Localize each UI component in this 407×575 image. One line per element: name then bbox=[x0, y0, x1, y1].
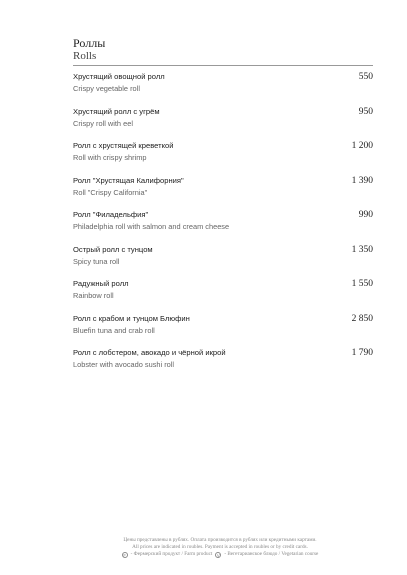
farm-product-label: - Фермерский продукт / Farm product bbox=[130, 551, 213, 558]
item-price: 990 bbox=[358, 210, 373, 220]
item-name-en: Lobster with avocado sushi roll bbox=[73, 360, 175, 369]
item-name-ru: Ролл с крабом и тунцом Блюфин bbox=[73, 313, 190, 323]
item-name-en: Roll "Crispy California" bbox=[73, 187, 148, 197]
menu-items-list bbox=[73, 72, 373, 383]
item-name-en: Bluefin tuna and crab roll bbox=[73, 325, 155, 335]
footer-legend bbox=[60, 551, 380, 558]
footer-notes bbox=[60, 537, 380, 559]
section-title-ru: Роллы bbox=[73, 36, 106, 50]
item-name-ru: Ролл "Хрустящая Калифорния" bbox=[73, 175, 184, 185]
vegetarian-label: - Вегетарианское блюдо / Vegetarian course bbox=[224, 551, 319, 558]
footer-note-en: All prices are indicated in roubles. Payment is accepted in roubles or by credit cards. bbox=[132, 544, 308, 551]
item-name-ru: Хрустящий ролл с угрём bbox=[73, 106, 160, 116]
heading-divider bbox=[73, 65, 373, 66]
item-name-en: Roll with crispy shrimp bbox=[73, 153, 147, 162]
menu-item bbox=[73, 348, 373, 383]
item-name-ru: Ролл с хрустящей креветкой bbox=[73, 141, 174, 150]
item-name-en: Crispy vegetable roll bbox=[73, 84, 140, 93]
item-price: 1 550 bbox=[351, 279, 373, 289]
menu-item bbox=[73, 210, 373, 245]
menu-item bbox=[73, 72, 373, 107]
menu-item bbox=[73, 141, 373, 176]
item-name-en: Spicy tuna roll bbox=[73, 256, 120, 266]
section-heading bbox=[73, 37, 373, 62]
menu-item bbox=[73, 279, 373, 314]
item-price: 1 790 bbox=[351, 348, 373, 358]
item-name-en: Philadelphia roll with salmon and cream cheese bbox=[73, 222, 230, 231]
item-name-ru: Острый ролл с тунцом bbox=[73, 244, 153, 254]
item-price: 950 bbox=[358, 106, 373, 117]
footer-note-ru: Цены представлены в рублях. Оплата производится в рублях или кредитными картами. bbox=[123, 537, 317, 543]
section-title-en: Rolls bbox=[73, 50, 97, 62]
menu-item bbox=[73, 107, 373, 142]
item-name-en: Crispy roll with eel bbox=[73, 118, 133, 128]
item-name-ru: Хрустящий овощной ролл bbox=[73, 72, 165, 81]
item-price: 2 850 bbox=[351, 313, 373, 324]
item-name-ru: Ролл с лобстером, авокадо и чёрной икрой bbox=[73, 348, 226, 357]
menu-item bbox=[73, 176, 373, 211]
item-name-en: Rainbow roll bbox=[73, 291, 114, 300]
farm-product-icon: F bbox=[123, 553, 126, 558]
item-name-ru: Ролл "Филадельфия" bbox=[73, 210, 149, 219]
item-name-ru: Радужный ролл bbox=[73, 279, 129, 288]
item-price: 1 390 bbox=[351, 175, 373, 186]
menu-item bbox=[73, 314, 373, 349]
item-price: 1 350 bbox=[351, 244, 373, 255]
vegetarian-icon: V bbox=[216, 553, 220, 558]
item-price: 550 bbox=[358, 72, 373, 82]
menu-item bbox=[73, 245, 373, 280]
item-price: 1 200 bbox=[351, 141, 373, 151]
